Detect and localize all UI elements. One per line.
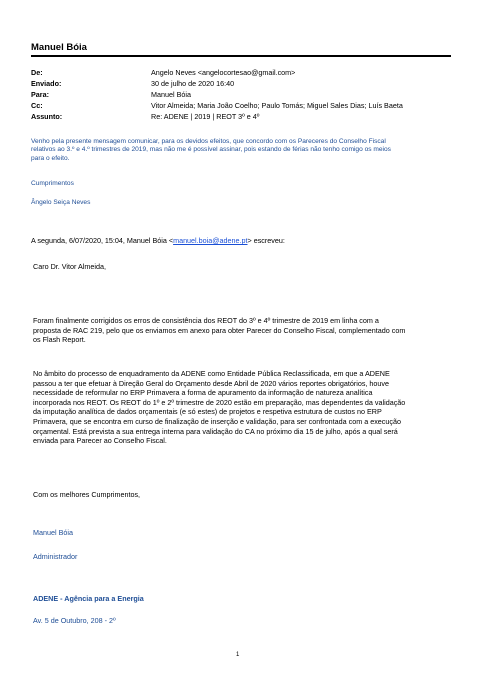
from-row — [31, 68, 451, 79]
sender-email-link[interactable]: manuel.boia@adene.pt — [173, 236, 248, 245]
salutation: Caro Dr. Vitor Almeida, — [33, 262, 106, 271]
sent-value: 30 de julho de 2020 16:40 — [151, 79, 235, 88]
signature-address: Av. 5 de Outubro, 208 - 2º — [33, 616, 116, 625]
cc-value: Vitor Almeida; Maria João Coelho; Paulo Tomás; Miguel Sales Dias; Luís Baeta — [151, 101, 403, 110]
quoted-intro-suffix: > escreveu: — [247, 236, 285, 245]
paragraph-line: No âmbito do processo de enquadramento da ADENE como Entidade Pública Reclassificada, em que a ADENE — [33, 369, 390, 378]
quoted-intro-prefix: A segunda, 6/07/2020, 15:04, Manuel Bóia < — [31, 236, 174, 245]
paragraph-enquadramento — [33, 369, 451, 446]
sender-name-heading: Manuel Bóia — [31, 42, 87, 53]
page-number: 1 — [236, 652, 240, 658]
header-divider — [31, 55, 451, 57]
paragraph-line: necessidade de reformular no ERP Primavera a forma de apuramento da informação de natureza analítica — [33, 388, 373, 398]
signature-name: Manuel Bóia — [33, 528, 73, 537]
paragraph-line: Foram finalmente corrigidos os erros de consistência dos REOT do 3º e 4º trimestre de 2019 em linha com a — [33, 316, 379, 325]
cc-label: Cc: — [31, 101, 43, 110]
to-row — [31, 90, 451, 101]
reply-line: para o efeito. — [31, 154, 70, 162]
sent-row — [31, 79, 451, 90]
reply-line: Venho pela presente mensagem comunicar, para os devidos efeitos, que concordo com os Pareceres do Conselho Fiscal — [31, 138, 386, 145]
to-value: Manuel Bóia — [151, 90, 191, 99]
cc-row — [31, 101, 451, 112]
paragraph-line: passou a ter que efetuar à Direção Geral do Orçamento desde Abril de 2020 vários reportes obrigatórios, houve — [33, 378, 389, 388]
paragraph-line: os Flash Report. — [33, 335, 86, 345]
quoted-intro — [31, 236, 449, 246]
paragraph-line: orçamental. Está prevista a sua entrega interna para validação do CA no próximo dia 15 de julho, após a qual será — [33, 426, 398, 436]
reply-message — [31, 138, 451, 163]
paragraph-line: enviada para Parecer ao Conselho Fiscal. — [33, 436, 167, 446]
to-label: Para: — [31, 90, 49, 99]
quoted-closing: Com os melhores Cumprimentos, — [33, 490, 141, 499]
from-value: Angelo Neves <angelocortesao@gmail.com> — [151, 68, 296, 77]
subject-label: Assunto: — [31, 112, 63, 121]
signature-organization: ADENE - Agência para a Energia — [33, 594, 144, 603]
signature-title: Administrador — [33, 552, 78, 561]
reply-line: relativos ao 3.º e 4.º trimestres de 2019, mas não me é possível assinar, pois estando de férias não tenho comigo os meios — [31, 146, 391, 154]
from-label: De: — [31, 68, 43, 77]
subject-value: Re: ADENE | 2019 | REOT 3º e 4º — [151, 112, 260, 121]
paragraph-corrections — [33, 316, 451, 345]
paragraph-line: Primavera, que se encontra em curso de finalização de inserção e validação, para ser confrontada com a execução — [33, 416, 401, 426]
subject-row — [31, 112, 451, 123]
reply-signature: Ângelo Seiça Neves — [31, 199, 91, 206]
reply-closing: Cumprimentos — [31, 180, 74, 187]
paragraph-line: da imputação analítica de dados orçamentais (e só estes) de projetos e respetiva estrutura de custos no ERP — [33, 407, 382, 417]
sent-label: Enviado: — [31, 79, 62, 88]
paragraph-line: proposta de RAC 219, pelo que os enviamos em anexo para obter Parecer do Conselho Fiscal, complementado com — [33, 325, 406, 335]
paragraph-line: incorporada nos REOT. Os REOT do 1º e 2º trimestre de 2020 estão em preparação, mas dependentes da validação — [33, 397, 406, 407]
